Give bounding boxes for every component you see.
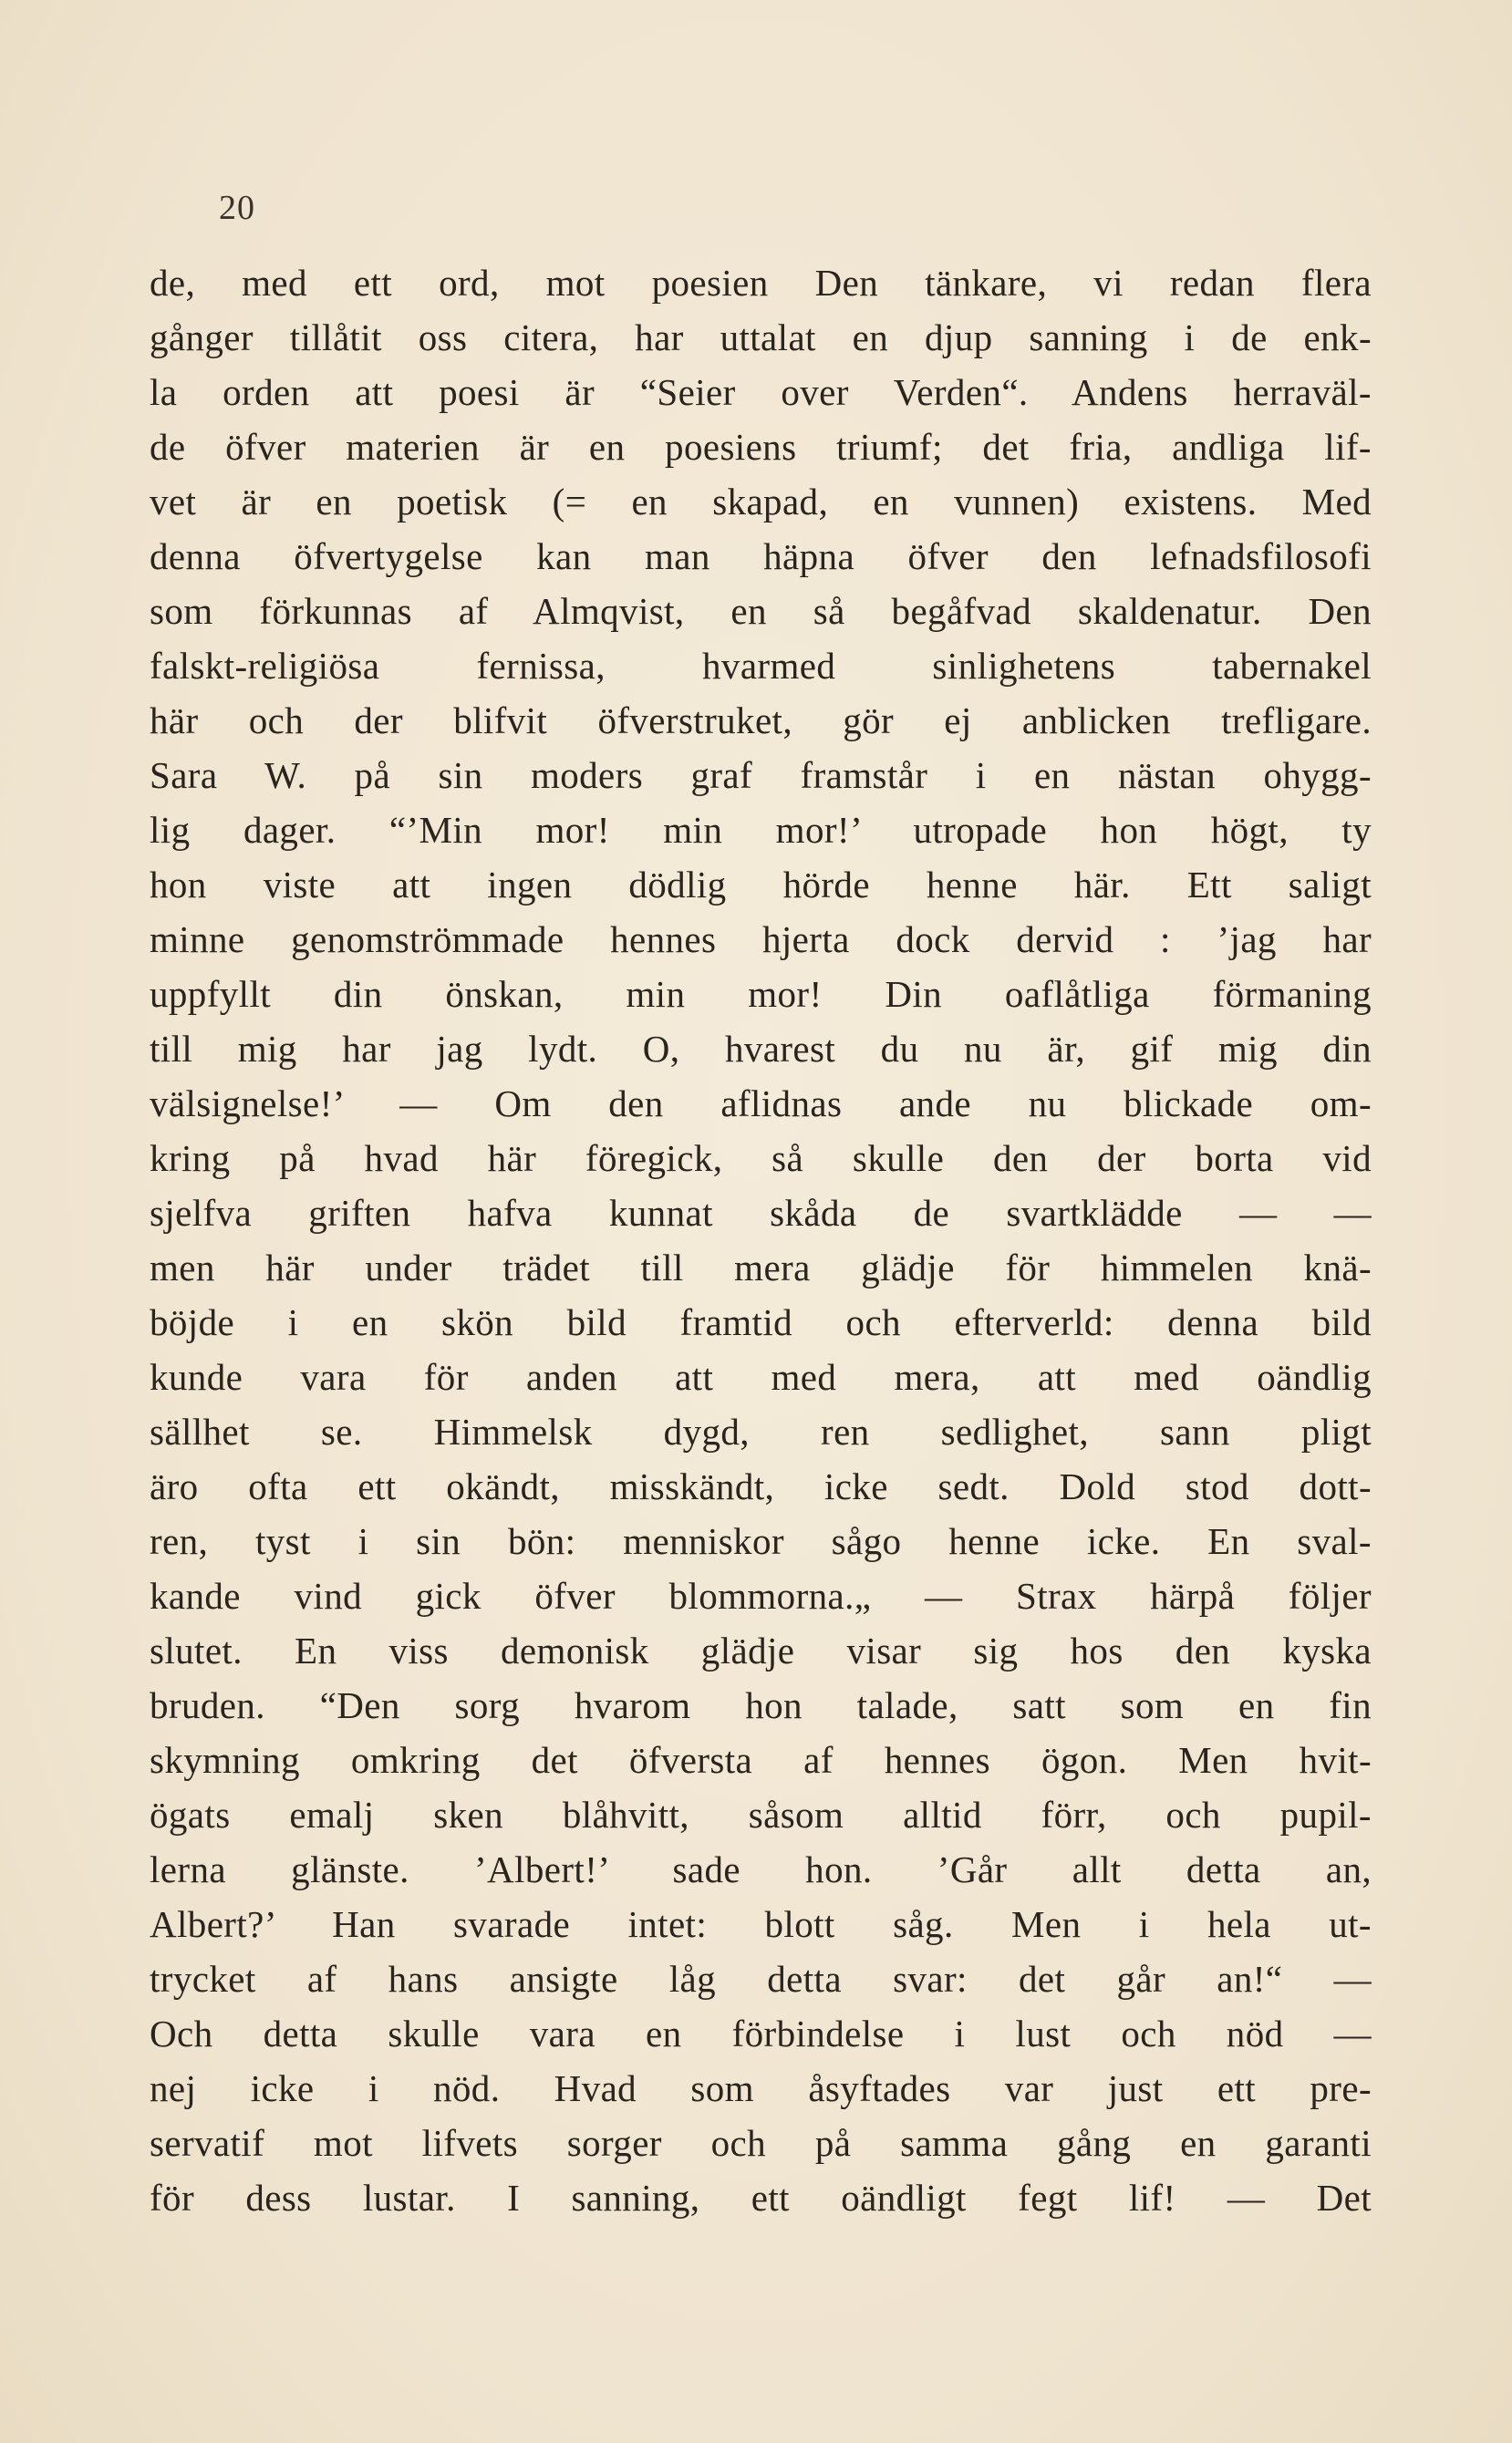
text-line: denna öfvertygelse kan man häpna öfver den lefnadsfilosofi <box>150 535 1372 577</box>
text-line: Albert?’ Han svarade intet: blott såg. Men i hela ut- <box>150 1903 1372 1945</box>
text-line: lig dager. “’Min mor! min mor!’ utropade hon högt, ty <box>150 809 1372 851</box>
text-line: men här under trädet till mera glädje för himmelen knä- <box>150 1247 1372 1289</box>
text-line: skymning omkring det öfversta af hennes ögon. Men hvit- <box>150 1739 1372 1781</box>
text-line: servatif mot lifvets sorger och på samma gång en garanti <box>150 2122 1372 2164</box>
text-line: kring på hvad här föregick, så skulle den der borta vid <box>150 1137 1372 1179</box>
text-line: sjelfva griften hafva kunnat skåda de svartklädde — — <box>150 1192 1372 1234</box>
text-line: slutet. En viss demonisk glädje visar sig hos den kyska <box>150 1630 1372 1672</box>
text-line: de öfver materien är en poesiens triumf; det fria, andliga lif- <box>150 426 1372 468</box>
text-line: minne genomströmmade hennes hjerta dock dervid : ’jag har <box>150 918 1372 960</box>
text-line: Och detta skulle vara en förbindelse i lust och nöd — <box>150 2013 1372 2055</box>
text-line: till mig har jag lydt. O, hvarest du nu är, gif mig din <box>150 1028 1372 1070</box>
text-line: kande vind gick öfver blommorna.„ — Strax härpå följer <box>150 1575 1372 1617</box>
text-line: falskt-religiösa fernissa, hvarmed sinlighetens tabernakel <box>150 645 1372 687</box>
text-line: välsignelse!’ — Om den aflidnas ande nu blickade om- <box>150 1082 1372 1124</box>
text-line: Sara W. på sin moders graf framstår i en nästan ohygg- <box>150 754 1372 796</box>
text-line: bruden. “Den sorg hvarom hon talade, satt som en fin <box>150 1684 1372 1726</box>
text-line: ögats emalj sken blåhvitt, såsom alltid förr, och pupil- <box>150 1794 1372 1836</box>
text-line: lerna glänste. ’Albert!’ sade hon. ’Går allt detta an, <box>150 1848 1372 1890</box>
text-line: trycket af hans ansigte låg detta svar: det går an!“ — <box>150 1958 1372 2000</box>
text-line: böjde i en skön bild framtid och efterverld: denna bild <box>150 1301 1372 1343</box>
text-line: här och der blifvit öfverstruket, gör ej anblicken trefligare. <box>150 699 1372 741</box>
text-line: de, med ett ord, mot poesien Den tänkare, vi redan flera <box>150 262 1372 304</box>
text-line: la orden att poesi är “Seier over Verden“. Andens herraväl- <box>150 371 1372 413</box>
body-text <box>150 255 1372 2225</box>
page-number: 20 <box>219 189 255 227</box>
text-line: för dess lustar. I sanning, ett oändligt fegt lif! — Det <box>150 2177 1372 2219</box>
text-line: hon viste att ingen dödlig hörde henne här. Ett saligt <box>150 864 1372 906</box>
text-line: kunde vara för anden att med mera, att med oändlig <box>150 1356 1372 1398</box>
text-line: nej icke i nöd. Hvad som åsyftades var just ett pre- <box>150 2067 1372 2109</box>
text-line: vet är en poetisk (= en skapad, en vunnen) existens. Med <box>150 481 1372 523</box>
text-line: som förkunnas af Almqvist, en så begåfvad skaldenatur. Den <box>150 590 1372 632</box>
text-line: äro ofta ett okändt, misskändt, icke sedt. Dold stod dott- <box>150 1465 1372 1507</box>
text-line: uppfyllt din önskan, min mor! Din oaflåtliga förmaning <box>150 973 1372 1015</box>
text-line: sällhet se. Himmelsk dygd, ren sedlighet, sann pligt <box>150 1411 1372 1453</box>
text-line: ren, tyst i sin bön: menniskor sågo henne icke. En sval- <box>150 1520 1372 1562</box>
text-line: gånger tillåtit oss citera, har uttalat en djup sanning i de enk- <box>150 316 1372 358</box>
